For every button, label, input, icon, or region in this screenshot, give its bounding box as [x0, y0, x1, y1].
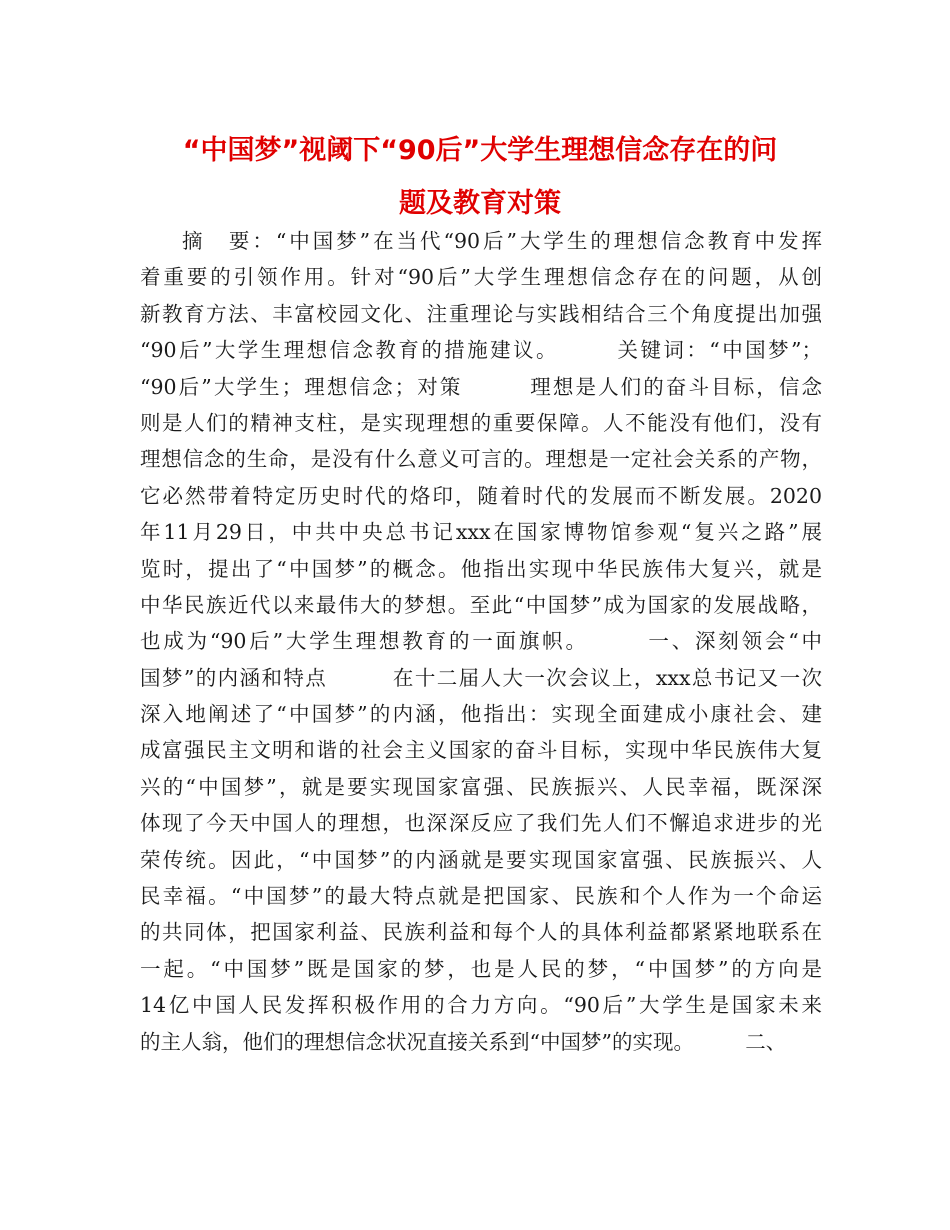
body-line: “90后”大学生；理想信念；对策 理想是人们的奋斗目标，信念 — [140, 374, 822, 399]
body-line: 则是人们的精神支柱，是实现理想的重要保障。人不能没有他们，没有 — [140, 410, 822, 435]
title-line-2: 题及教育对策 — [399, 188, 561, 219]
document-body — [140, 223, 822, 1060]
body-line: 它必然带着特定历史时代的烙印，随着时代的发展而不断发展。2020 — [140, 483, 822, 508]
body-line: 的主人翁，他们的理想信念状况直接关系到“中国梦”的实现。 二、 — [140, 1029, 787, 1054]
title-line-1: “中国梦”视阈下“90后”大学生理想信念存在的问 — [182, 135, 778, 166]
body-line: 深入地阐述了“中国梦”的内涵，他指出：实现全面建成小康社会、建 — [140, 702, 822, 727]
body-line: 荣传统。因此，“中国梦”的内涵就是要实现国家富强、民族振兴、人 — [140, 847, 822, 872]
document-title — [140, 124, 820, 230]
body-line: 览时，提出了“中国梦”的概念。他指出实现中华民族伟大复兴，就是 — [140, 556, 822, 581]
body-line: 体现了今天中国人的理想，也深深反应了我们先人们不懈追求进步的光 — [140, 811, 822, 836]
body-line: 摘 要：“中国梦”在当代“90后”大学生的理想信念教育中发挥 — [182, 229, 822, 253]
body-line: 一起。“中国梦”既是国家的梦，也是人民的梦，“中国梦”的方向是 — [140, 956, 822, 981]
body-line: 新教育方法、丰富校园文化、注重理论与实践相结合三个角度提出加强 — [140, 301, 822, 326]
body-line: 成富强民主文明和谐的社会主义国家的奋斗目标，实现中华民族伟大复 — [140, 738, 822, 763]
body-line: “90后”大学生理想信念教育的措施建议。 关键词：“中国梦”； — [140, 338, 822, 363]
body-line: 14亿中国人民发挥积极作用的合力方向。“90后”大学生是国家未来 — [140, 993, 822, 1018]
body-line: 国梦”的内涵和特点 在十二届人大一次会议上，xxx总书记又一次 — [140, 665, 822, 690]
body-line: 理想信念的生命，是没有什么意义可言的。理想是一定社会关系的产物， — [140, 447, 822, 472]
body-line: 的共同体，把国家利益、民族利益和每个人的具体利益都紧紧地联系在 — [140, 920, 822, 945]
body-line: 年11月29日，中共中央总书记xxx在国家博物馆参观“复兴之路”展 — [140, 520, 822, 545]
body-line: 也成为“90后”大学生理想教育的一面旗帜。 一、深刻领会“中 — [140, 629, 822, 654]
body-line: 中华民族近代以来最伟大的梦想。至此“中国梦”成为国家的发展战略， — [140, 592, 822, 617]
body-line: 着重要的引领作用。针对“90后”大学生理想信念存在的问题，从创 — [140, 265, 822, 290]
body-line: 民幸福。“中国梦”的最大特点就是把国家、民族和个人作为一个命运 — [140, 884, 822, 909]
body-line: 兴的“中国梦”，就是要实现国家富强、民族振兴、人民幸福，既深深 — [140, 774, 822, 799]
